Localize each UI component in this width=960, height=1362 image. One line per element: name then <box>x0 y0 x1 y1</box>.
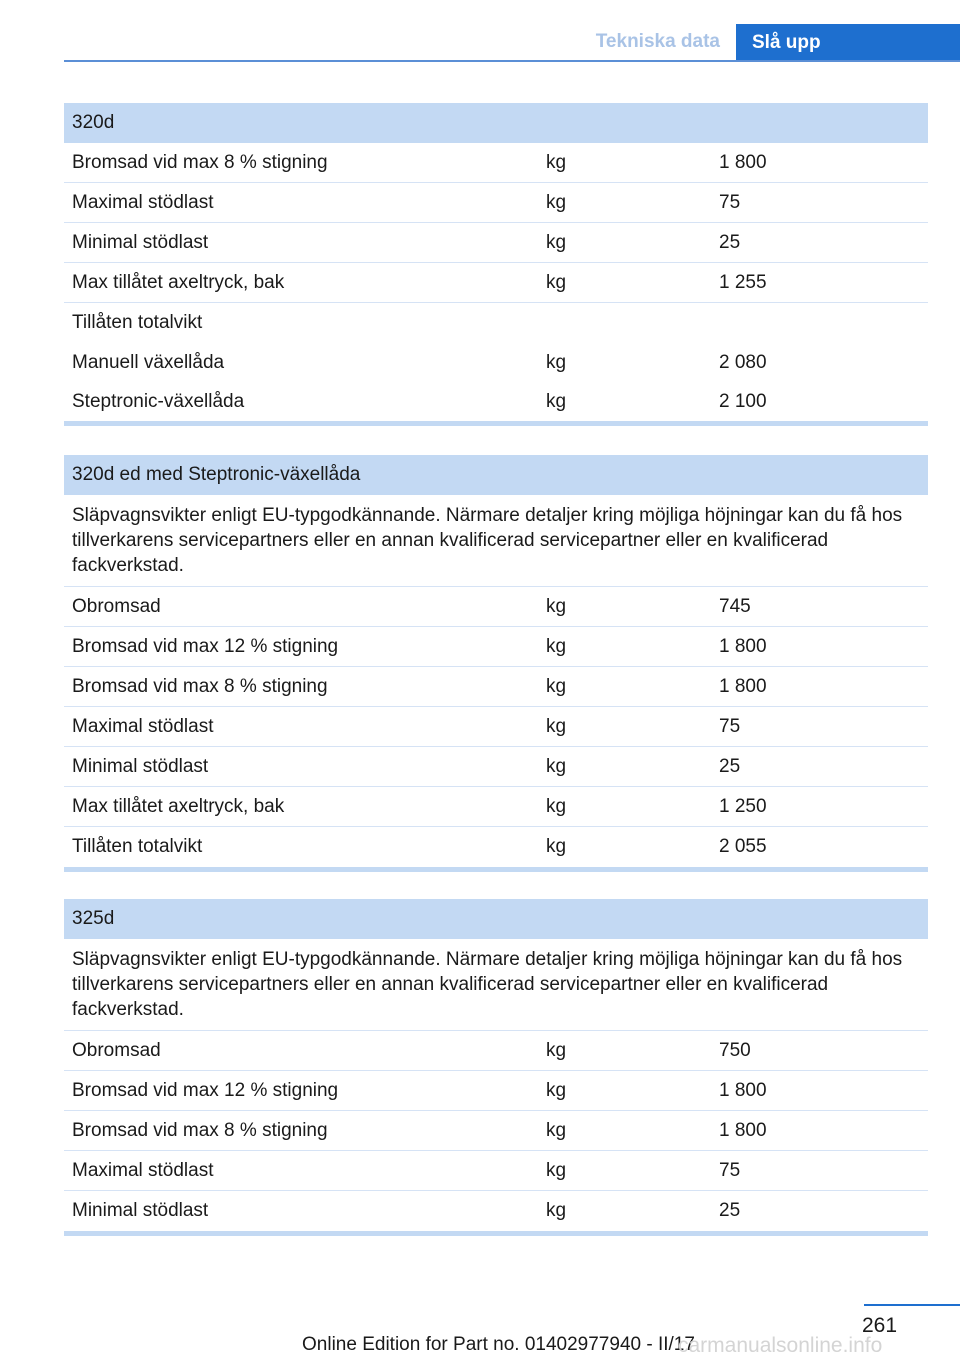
row-label: Minimal stödlast <box>72 756 209 777</box>
row-value: 25 <box>719 1200 741 1221</box>
edition-note: Online Edition for Part no. 01402977940 - II/17 <box>302 1334 695 1355</box>
table-row <box>64 183 928 223</box>
row-unit: kg <box>546 352 567 373</box>
row-unit: kg <box>546 391 567 412</box>
table-row <box>64 587 928 627</box>
page-number: 261 <box>862 1314 898 1337</box>
row-unit: kg <box>546 192 567 213</box>
row-label: Maximal stödlast <box>72 192 214 213</box>
row-label: Bromsad vid max 8 % stigning <box>72 676 328 697</box>
row-value: 745 <box>719 596 751 617</box>
row-value: 1 255 <box>719 272 767 293</box>
row-value: 75 <box>719 1160 741 1181</box>
table-title: 325d <box>64 899 928 939</box>
row-value: 1 800 <box>719 1080 767 1101</box>
row-label: Minimal stödlast <box>72 232 209 253</box>
table-row <box>64 787 928 827</box>
row-label: Obromsad <box>72 596 161 617</box>
row-label: Maximal stödlast <box>72 716 214 737</box>
table-row <box>64 143 928 183</box>
footer-divider <box>864 1304 960 1306</box>
row-unit: kg <box>546 796 567 817</box>
row-label: Maximal stödlast <box>72 1160 214 1181</box>
row-unit: kg <box>546 1080 567 1101</box>
row-label: Tillåten totalvikt <box>72 312 203 333</box>
spec-table-325d <box>64 899 928 1236</box>
table-row <box>64 263 928 303</box>
row-value: 1 800 <box>719 636 767 657</box>
table-title: 320d <box>64 103 928 143</box>
row-value: 25 <box>719 756 741 777</box>
row-value: 1 800 <box>719 1120 767 1141</box>
table-row <box>64 1151 928 1191</box>
row-unit: kg <box>546 232 567 253</box>
table-row <box>64 667 928 707</box>
spec-table-320d <box>64 103 928 426</box>
table-row <box>64 627 928 667</box>
row-unit: kg <box>546 272 567 293</box>
row-unit: kg <box>546 836 567 857</box>
table-title: 320d ed med Steptronic-växellåda <box>64 455 928 495</box>
row-value: 2 100 <box>719 391 767 412</box>
row-value: 2 055 <box>719 836 767 857</box>
row-unit: kg <box>546 716 567 737</box>
section-tab[interactable]: Tekniska data <box>595 31 720 52</box>
table-row <box>64 827 928 867</box>
table-row <box>64 1071 928 1111</box>
row-label: Bromsad vid max 8 % stigning <box>72 152 328 173</box>
row-value: 1 800 <box>719 152 767 173</box>
row-value: 75 <box>719 192 741 213</box>
row-label: Bromsad vid max 12 % stigning <box>72 636 339 657</box>
row-unit: kg <box>546 636 567 657</box>
row-label: Bromsad vid max 12 % stigning <box>72 1080 339 1101</box>
row-label: Max tillåtet axeltryck, bak <box>72 796 285 817</box>
table-bottom-rule <box>64 1231 928 1236</box>
row-label: Tillåten totalvikt <box>72 836 203 857</box>
header-divider <box>64 60 960 62</box>
watermark: carmanualsonline.info <box>678 1334 883 1357</box>
row-unit: kg <box>546 756 567 777</box>
row-value: 1 800 <box>719 676 767 697</box>
table-row <box>64 747 928 787</box>
row-value: 75 <box>719 716 741 737</box>
table-row <box>64 382 928 421</box>
table-row <box>64 707 928 747</box>
table-row <box>64 1111 928 1151</box>
row-label: Manuell växellåda <box>72 352 225 373</box>
row-label: Bromsad vid max 8 % stigning <box>72 1120 328 1141</box>
row-unit: kg <box>546 1120 567 1141</box>
row-unit: kg <box>546 1200 567 1221</box>
row-unit: kg <box>546 676 567 697</box>
row-unit: kg <box>546 1040 567 1061</box>
row-unit: kg <box>546 596 567 617</box>
table-bottom-rule <box>64 867 928 872</box>
row-value: 25 <box>719 232 741 253</box>
table-row <box>64 343 928 382</box>
table-note: Släpvagnsvikter enligt EU-typgodkännande. Närmare detaljer kring möjliga höjningar kan du få hos tillverkarens servicepartners eller en annan kvalificerad servicepartner eller en kvalificerad fackverkstad. <box>64 939 928 1031</box>
table-bottom-rule <box>64 421 928 426</box>
row-value: 2 080 <box>719 352 767 373</box>
row-unit: kg <box>546 152 567 173</box>
table-row <box>64 303 928 343</box>
row-label: Minimal stödlast <box>72 1200 209 1221</box>
row-label: Obromsad <box>72 1040 161 1061</box>
row-label: Max tillåtet axeltryck, bak <box>72 272 285 293</box>
row-value: 750 <box>719 1040 751 1061</box>
row-label: Steptronic-växellåda <box>72 391 245 412</box>
row-unit: kg <box>546 1160 567 1181</box>
table-row <box>64 1191 928 1231</box>
spec-table-320d-ed <box>64 455 928 872</box>
table-row <box>64 1031 928 1071</box>
table-row <box>64 223 928 263</box>
active-tab[interactable]: Slå upp <box>736 24 960 62</box>
row-value: 1 250 <box>719 796 767 817</box>
table-note: Släpvagnsvikter enligt EU-typgodkännande. Närmare detaljer kring möjliga höjningar kan du få hos tillverkarens servicepartners eller en annan kvalificerad servicepartner eller en kvalificerad fackverkstad. <box>64 495 928 587</box>
page-header <box>64 24 960 62</box>
